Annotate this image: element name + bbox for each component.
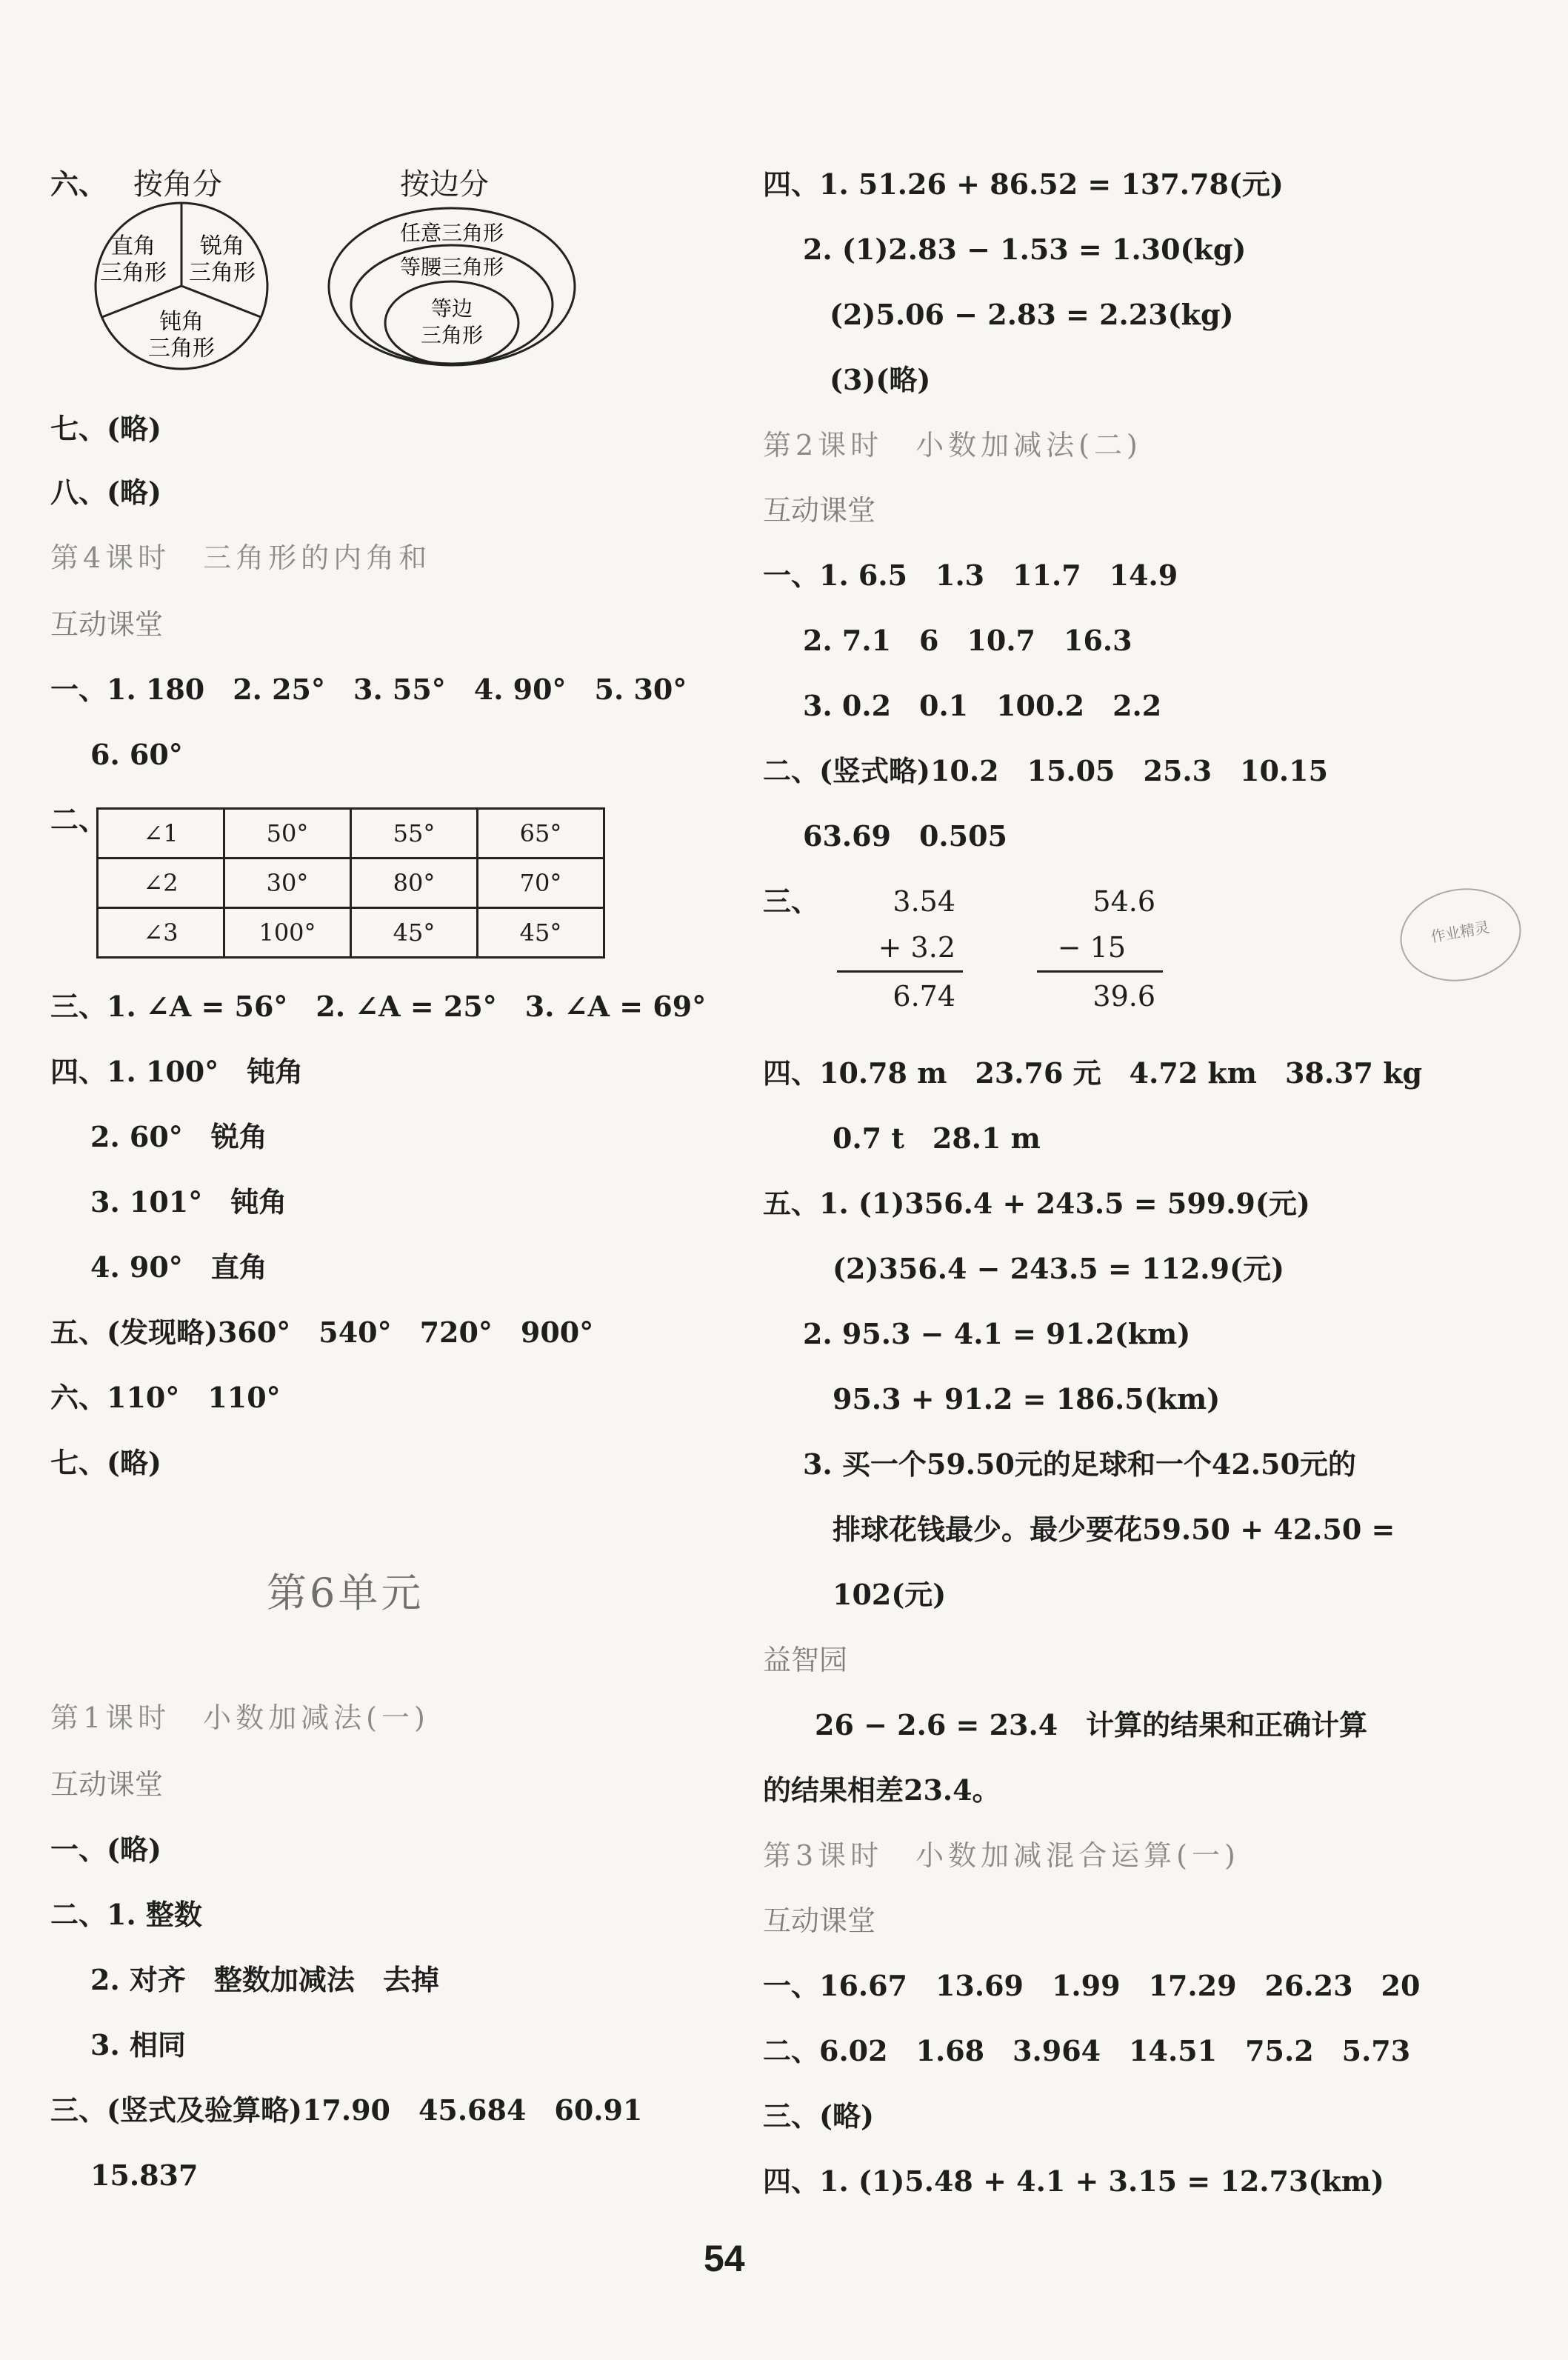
- answer-line: 二、1. 整数: [50, 1898, 202, 1931]
- section-subheading: 互动课堂: [50, 608, 164, 641]
- table-cell: 70°: [478, 859, 604, 908]
- lesson-heading: 第4课时 三角形的内角和: [50, 541, 432, 574]
- table-cell: 50°: [224, 809, 351, 859]
- answer-line: 15.837: [90, 2159, 198, 2192]
- answer-line: 四、1. (1)5.48 + 4.1 + 3.15 = 12.73(km): [763, 2164, 1384, 2198]
- answer-line: (3)(略): [830, 363, 931, 396]
- table-cell: 100°: [224, 908, 351, 958]
- table-cell: ∠2: [98, 859, 224, 908]
- answer-line: 3. 相同: [90, 2028, 186, 2061]
- side-classification-diagram: [326, 204, 578, 369]
- answer-line: (2)356.4 − 243.5 = 112.9(元): [833, 1252, 1284, 1285]
- page-number: 54: [704, 2238, 745, 2279]
- acute-triangle-label: 锐角三角形: [189, 233, 256, 286]
- answer-line: 八、(略): [50, 476, 161, 509]
- section-subheading: 互动课堂: [763, 494, 876, 527]
- section-subheading: 互动课堂: [50, 1768, 164, 1801]
- answer-line: 四、1. 51.26 + 86.52 = 137.78(元): [763, 167, 1284, 201]
- table-cell: 55°: [351, 809, 478, 859]
- answer-line: 三、(竖式及验算略)17.90 45.684 60.91: [50, 2093, 643, 2127]
- answer-line: 4. 90° 直角: [90, 1250, 267, 1284]
- answer-line: 四、10.78 m 23.76 元 4.72 km 38.37 kg: [763, 1056, 1423, 1090]
- answer-line: 63.69 0.505: [803, 819, 1007, 853]
- answer-line: 五、1. (1)356.4 + 243.5 = 599.9(元): [763, 1187, 1310, 1220]
- lesson-heading: 第2课时 小数加减法(二): [763, 429, 1142, 461]
- answer-line: 2. 60° 锐角: [90, 1120, 267, 1153]
- table-row: [98, 809, 604, 859]
- answer-line: 0.7 t 28.1 m: [833, 1121, 1041, 1155]
- watermark-stamp: [1392, 879, 1528, 991]
- difference-line: [1037, 970, 1163, 973]
- answer-line: 2. 对齐 整数加减法 去掉: [90, 1963, 439, 1996]
- operand-top: 54.6: [1092, 885, 1155, 918]
- answer-line: (2)5.06 − 2.83 = 2.23(kg): [830, 298, 1234, 331]
- answer-line: 二、(竖式略)10.2 15.05 25.3 10.15: [763, 754, 1329, 787]
- unit-title: 第6单元: [267, 1570, 424, 1616]
- angle-table: [96, 807, 605, 959]
- answer-line: 95.3 + 91.2 = 186.5(km): [833, 1382, 1221, 1416]
- answer-line: 一、16.67 13.69 1.99 17.29 26.23 20: [763, 1969, 1421, 2002]
- table-row: [98, 859, 604, 908]
- answer-line: 3. 101° 钝角: [90, 1185, 287, 1219]
- section-label: 三、: [763, 884, 820, 918]
- isosceles-triangle-label: 等腰三角形: [399, 255, 504, 279]
- equilateral-triangle-label: 等边三角形: [420, 296, 484, 347]
- obtuse-triangle-label: 钝角三角形: [148, 309, 215, 361]
- answer-line: 二、6.02 1.68 3.964 14.51 75.2 5.73: [763, 2034, 1411, 2067]
- table-cell: 80°: [351, 859, 478, 908]
- answer-line: 一、1. 180 2. 25° 3. 55° 4. 90° 5. 30°: [50, 673, 687, 706]
- heading-by-angle: 按角分: [133, 167, 222, 201]
- table-cell: ∠3: [98, 908, 224, 958]
- table-row: [98, 908, 604, 958]
- answer-line: 的结果相差23.4。: [763, 1773, 1001, 1807]
- answer-line: 七、(略): [50, 1446, 161, 1479]
- stamp-text: 作业精灵: [1429, 918, 1491, 946]
- lesson-heading: 第1课时 小数加减法(一): [50, 1701, 430, 1734]
- table-cell: 65°: [478, 809, 604, 859]
- operand-second: − 15: [1057, 931, 1126, 964]
- sum-line: [837, 970, 963, 973]
- section-subheading: 互动课堂: [763, 1904, 876, 1937]
- answer-line: 排球花钱最少。最少要花59.50 + 42.50 =: [833, 1513, 1395, 1546]
- section-label: 六、: [50, 167, 107, 201]
- answer-line: 六、110° 110°: [50, 1381, 281, 1414]
- table-cell: 45°: [351, 908, 478, 958]
- right-triangle-label: 直角三角形: [100, 233, 167, 286]
- section-label: 二、: [50, 803, 107, 836]
- table-cell: ∠1: [98, 809, 224, 859]
- answer-line: 2. 95.3 − 4.1 = 91.2(km): [803, 1317, 1191, 1350]
- answer-line: 6. 60°: [90, 738, 183, 771]
- answer-line: 3. 0.2 0.1 100.2 2.2: [803, 689, 1162, 722]
- answer-line: 五、(发现略)360° 540° 720° 900°: [50, 1316, 594, 1349]
- section-subheading: 益智园: [763, 1644, 848, 1676]
- operand-top: 3.54: [893, 885, 955, 918]
- answer-line: 三、(略): [763, 2099, 874, 2133]
- result: 39.6: [1092, 980, 1155, 1013]
- answer-line: 2. 7.1 6 10.7 16.3: [803, 624, 1132, 657]
- table-cell: 30°: [224, 859, 351, 908]
- answer-line: 七、(略): [50, 412, 161, 445]
- operand-second: + 3.2: [878, 931, 955, 964]
- result: 6.74: [893, 980, 955, 1013]
- any-triangle-label: 任意三角形: [399, 221, 504, 245]
- table-cell: 45°: [478, 908, 604, 958]
- lesson-heading: 第3课时 小数加减混合运算(一): [763, 1839, 1240, 1872]
- answer-line: 三、1. ∠A = 56° 2. ∠A = 25° 3. ∠A = 69°: [50, 990, 707, 1023]
- answer-line: 四、1. 100° 钝角: [50, 1055, 304, 1088]
- answer-line: 一、1. 6.5 1.3 11.7 14.9: [763, 559, 1178, 592]
- answer-line: 102(元): [833, 1578, 947, 1611]
- answer-line: 26 − 2.6 = 23.4 计算的结果和正确计算: [815, 1708, 1368, 1741]
- answer-line: 3. 买一个59.50元的足球和一个42.50元的: [803, 1447, 1356, 1481]
- angle-classification-diagram: [89, 199, 274, 376]
- answer-line: 2. (1)2.83 − 1.53 = 1.30(kg): [803, 233, 1247, 266]
- answer-line: 一、(略): [50, 1833, 161, 1866]
- heading-by-side: 按边分: [400, 167, 489, 201]
